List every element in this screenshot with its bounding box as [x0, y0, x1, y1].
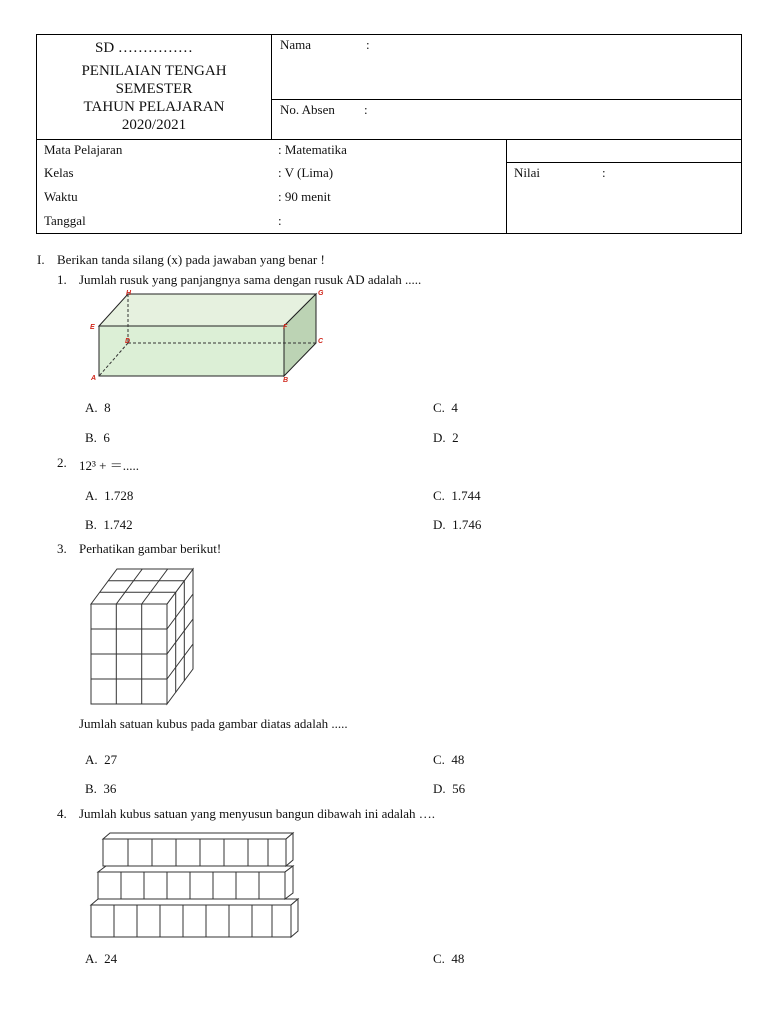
question-text: Jumlah kubus satuan yang menyusun bangun dibawah ini adalah …. — [79, 806, 435, 821]
option-d[interactable]: D. 56 — [433, 781, 466, 796]
option-value: 36 — [103, 781, 117, 796]
question-text: Perhatikan gambar berikut! — [79, 541, 222, 556]
question-text: 12³ + ＝..... — [79, 458, 139, 473]
vertex-label: C — [318, 338, 324, 345]
option-value: 24 — [104, 951, 118, 966]
info-value: : — [278, 213, 282, 228]
info-label: Kelas — [44, 165, 74, 180]
option-c[interactable]: C. 1.744 — [433, 488, 481, 503]
question-number: 1. — [57, 272, 67, 287]
question-text: Jumlah rusuk yang panjangnya sama dengan rusuk AD adalah ..... — [79, 272, 422, 287]
exam-title-line: PENILAIAN TENGAH — [81, 63, 227, 79]
header-divider — [271, 34, 272, 140]
option-value: 48 — [451, 951, 465, 966]
option-value: 1.742 — [103, 517, 133, 532]
option-b[interactable]: B. 1.742 — [85, 517, 133, 532]
vertex-label: G — [318, 290, 324, 297]
vertex-label: B — [283, 377, 289, 384]
info-value: : 90 menit — [278, 189, 331, 204]
cube-stack-figure — [88, 566, 198, 706]
header-divider — [271, 99, 742, 100]
option-b[interactable]: B. 36 — [85, 781, 117, 796]
info-label: Tanggal — [44, 213, 86, 228]
option-value: 56 — [452, 781, 466, 796]
info-label: Mata Pelajaran — [44, 142, 123, 157]
exam-title-line: 2020/2021 — [121, 117, 187, 133]
option-a[interactable]: A. 24 — [85, 951, 118, 966]
header-divider — [506, 139, 507, 234]
option-value: 1.728 — [104, 488, 134, 503]
nama-field[interactable]: : — [366, 37, 370, 52]
exam-title-line: TAHUN PELAJARAN — [83, 99, 225, 115]
option-a[interactable]: A. 8 — [85, 400, 111, 415]
nilai-field[interactable]: : — [602, 165, 606, 180]
info-value: : Matematika — [278, 142, 347, 157]
section-instruction: Berikan tanda silang (x) pada jawaban yang benar ! — [57, 252, 325, 267]
info-value: : V (Lima) — [278, 165, 334, 180]
vertex-label: H — [126, 290, 132, 297]
option-value: 8 — [104, 400, 111, 415]
question-subtext: Jumlah satuan kubus pada gambar diatas adalah ..... — [79, 716, 348, 731]
absen-field[interactable]: : — [364, 102, 368, 117]
vertex-label: D — [125, 338, 131, 345]
option-c[interactable]: C. 48 — [433, 752, 465, 767]
question-number: 3. — [57, 541, 67, 556]
exam-title-line: SEMESTER — [115, 81, 193, 97]
nama-label: Nama — [280, 37, 312, 52]
nilai-label: Nilai — [514, 165, 540, 180]
vertex-label: F — [283, 324, 288, 331]
question-number: 2. — [57, 455, 67, 470]
school-name: SD …………… — [95, 40, 193, 56]
option-value: 27 — [104, 752, 118, 767]
exam-title — [40, 61, 268, 135]
option-d[interactable]: D. 1.746 — [433, 517, 482, 532]
option-value: 1.746 — [452, 517, 482, 532]
option-a[interactable]: A. 27 — [85, 752, 118, 767]
option-c[interactable]: C. 48 — [433, 951, 465, 966]
option-value: 2 — [452, 430, 459, 445]
option-value: 4 — [451, 400, 458, 415]
info-label: Waktu — [44, 189, 78, 204]
option-value: 48 — [451, 752, 465, 767]
question-number: 4. — [57, 806, 67, 821]
vertex-label: E — [90, 324, 95, 331]
option-a[interactable]: A. 1.728 — [85, 488, 134, 503]
absen-label: No. Absen — [280, 102, 335, 117]
option-value: 6 — [103, 430, 110, 445]
option-d[interactable]: D. 2 — [433, 430, 459, 445]
option-value: 1.744 — [451, 488, 481, 503]
header-divider — [36, 139, 742, 140]
section-number: I. — [37, 252, 45, 267]
stair-cubes-figure — [88, 830, 304, 940]
header-divider — [506, 162, 742, 163]
vertex-label: A — [91, 375, 97, 382]
option-b[interactable]: B. 6 — [85, 430, 110, 445]
cuboid-figure — [86, 286, 326, 386]
option-c[interactable]: C. 4 — [433, 400, 458, 415]
